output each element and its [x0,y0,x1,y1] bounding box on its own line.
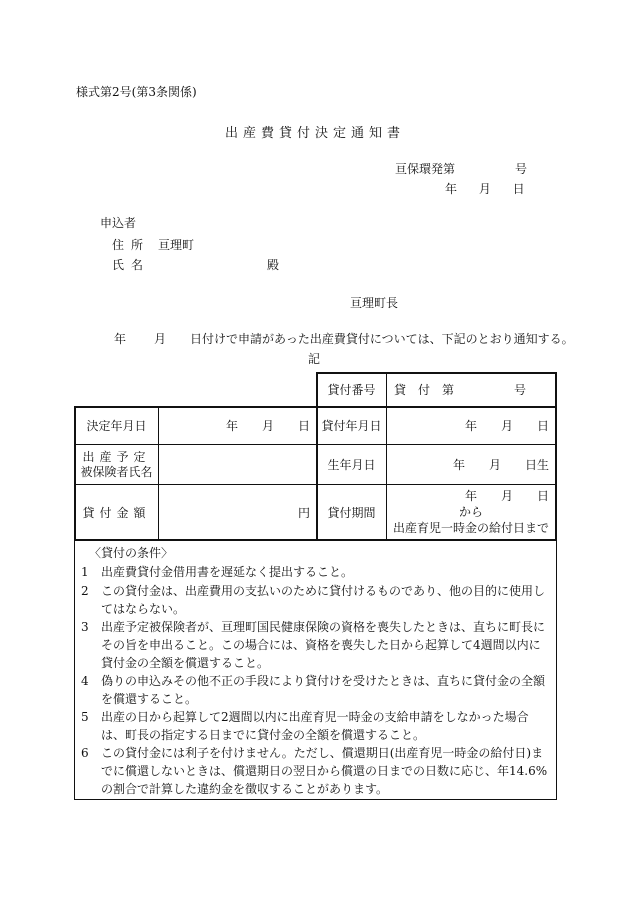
birth-date-value: 年 月 日生 [452,458,549,472]
insured-label-line1: 出産予定 [82,449,151,464]
loan-table [74,372,557,540]
applicant-title: 申込者 [100,216,137,230]
name-label: 氏名 [112,258,151,272]
loan-date-label: 貸付年月日 [321,419,382,433]
condition-item [81,744,551,798]
condition-item [81,582,551,618]
conditions-title: 〈貸付の条件〉 [89,546,174,560]
loan-amount-unit: 円 [297,505,310,520]
condition-number: 4 [81,674,89,688]
ki-mark: 記 [308,352,321,366]
birth-date-label: 生年月日 [327,458,376,472]
condition-number: 2 [81,584,89,598]
condition-item [81,672,551,708]
condition-text: 出産予定被保険者が、亘理町国民健康保険の資格を喪失したときは、直ちに町長にその旨を申出ること。この場合には、資格を喪失した日から起算して4週間以内に貸付金の全額を償還すること。 [101,620,546,670]
condition-text: 偽りの申込みその他不正の手段により貸付けを受けたときは、直ちに貸付金の全額を償還すること。 [101,674,546,706]
honorific: 殿 [267,258,280,272]
condition-item [81,563,551,581]
address-label: 住所 [112,238,151,252]
loan-number-label: 貸付番号 [327,383,376,397]
loan-period-value [387,485,555,539]
document-title: 出産費貸付決定通知書 [224,126,405,141]
loan-amount-label: 貸付金額 [82,505,151,520]
condition-text: 出産費貸付金借用書を遅延なく提出すること。 [101,565,354,579]
condition-number: 1 [81,565,89,579]
issuer: 亘理町長 [350,296,399,310]
insured-name-label [75,445,158,484]
document-number-prefix: 亘保環発第 [395,162,456,176]
period-start: 年 月 日 [464,489,549,503]
condition-number: 6 [81,746,89,760]
document-number [395,160,528,177]
loan-conditions [74,540,557,800]
condition-text: 出産の日から起算して2週間以内に出産育児一時金の支給申請をしなかった場合は、町長の指定する日までに貸付金の全額を償還すること。 [101,710,529,742]
condition-text: この貸付金は、出産費用の支払いのために貸付けるものであり、他の目的に使用してはならない。 [101,584,546,616]
condition-item [81,708,551,744]
loan-date-value: 年 月 日 [464,419,549,433]
notice-text: 日付けで申請があった出産費貸付については、下記のとおり通知する。 [190,332,574,346]
loan-period-label: 貸付期間 [327,505,376,520]
condition-number: 3 [81,620,89,634]
address-value: 亘理町 [158,238,195,252]
decision-date-value: 年 月 日 [225,419,310,433]
form-label: 様式第2号(第3条関係) [76,85,197,99]
condition-item [81,618,551,672]
period-from: から [458,505,483,519]
period-end: 出産育児一時金の給付日まで [392,521,549,535]
insured-label-line2: 被保険者氏名 [80,464,153,479]
condition-text: この貸付金には利子を付けません。ただし、償還期日(出産育児一時金の給付日)までに償還しないときは、償還期日の翌日から償還の日までの日数に応じ、年14.6%の割合で計算した違約金を徴収することがあります。 [101,746,548,796]
notice-month: 月 [154,332,167,346]
loan-number-value: 貸 付 第 号 [394,383,527,397]
notice-year: 年 [114,332,127,346]
notice-sentence [114,330,574,347]
condition-number: 5 [81,710,89,724]
decision-date-label: 決定年月日 [86,419,147,433]
document-number-suffix: 号 [515,162,528,176]
issue-date: 年 月 日 [445,182,525,196]
